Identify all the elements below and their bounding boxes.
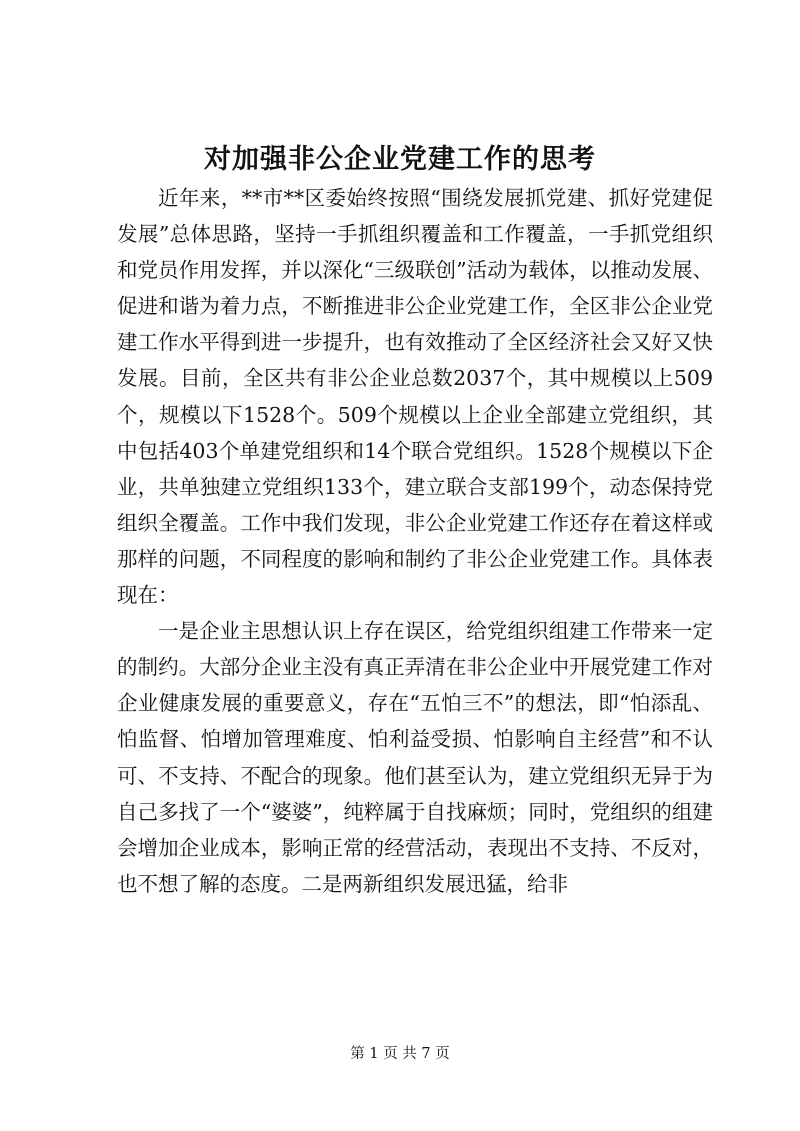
document-title: 对加强非公企业党建工作的思考 <box>204 144 596 175</box>
paragraph-1: 近年来，**市**区委始终按照“围绕发展抓党建、抓好党建促发展”总体思路，坚持一手抓组织覆盖和工作覆盖，一手抓党组织和党员作用发挥，并以深化“三级联创”活动为载体，以推动发展、促进和谐为着力点，不断推进非公企业党建工作，全区非公企业党建工作水平得到进一步提升，也有效推动了全区经济社会又好又快发展。目前，全区共有非公企业总数2037个，其中规模以上509个，规模以下1528个。509个规模以上企业全部建立党组织，其中包括403个单建党组织和14个联合党组织。1528个规模以下企业，共单独建立党组织133个，建立联合支部199个，动态保持党组织全覆盖。工作中我们发现，非公企业党建工作还存在着这样或那样的问题，不同程度的影响和制约了非公企业党建工作。具体表现在： <box>117 186 713 608</box>
paragraph-2: 一是企业主思想认识上存在误区，给党组织组建工作带来一定的制约。大部分企业主没有真正弄清在非公企业中开展党建工作对企业健康发展的重要意义，存在“五怕三不”的想法，即“怕添乱、怕监督、怕增加管理难度、怕利益受损、怕影响自主经营”和不认可、不支持、不配合的现象。他们甚至认为，建立党组织无异于为自己多找了一个“婆婆”，纯粹属于自找麻烦；同时，党组织的组建会增加企业成本，影响正常的经营活动，表现出不支持、不反对，也不想了解的态度。二是两新组织发展迅猛，给非 <box>117 619 713 896</box>
page-footer: 第 1 页 共 7 页 <box>350 1046 450 1062</box>
document-body <box>117 180 713 902</box>
